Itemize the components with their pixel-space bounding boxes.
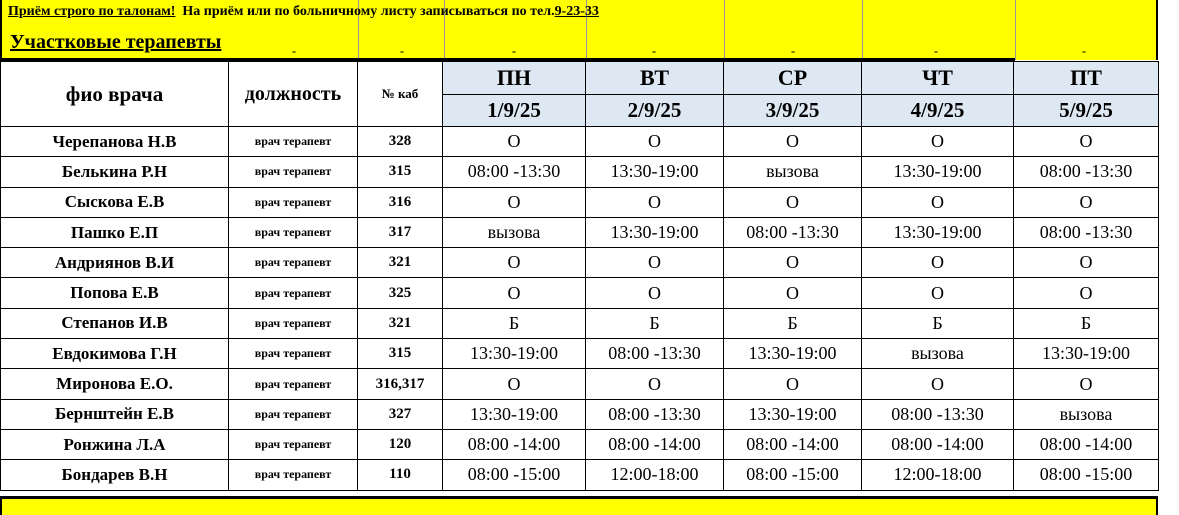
doctor-room: 327 xyxy=(358,399,443,429)
schedule-cell-fri: 08:00 -14:00 xyxy=(1014,429,1159,459)
doctor-room: 321 xyxy=(358,248,443,278)
section-banner: Участковые терапевты - - - - - - - xyxy=(0,30,1158,60)
table-row xyxy=(1,278,1159,308)
schedule-cell-wed: О xyxy=(724,369,862,399)
schedule-cell-thu: 08:00 -14:00 xyxy=(862,429,1014,459)
table-row xyxy=(1,187,1159,217)
header-day-thu: ЧТ xyxy=(862,62,1014,95)
table-row xyxy=(1,308,1159,338)
schedule-cell-fri: 08:00 -13:30 xyxy=(1014,157,1159,187)
notice-text xyxy=(8,4,599,20)
schedule-cell-thu: Б xyxy=(862,308,1014,338)
schedule-cell-mon: 08:00 -14:00 xyxy=(443,429,586,459)
schedule-cell-thu: 12:00-18:00 xyxy=(862,460,1014,490)
doctor-room: 316 xyxy=(358,187,443,217)
schedule-cell-mon: 08:00 -15:00 xyxy=(443,460,586,490)
schedule-cell-mon: О xyxy=(443,187,586,217)
section-title: Участковые терапевты xyxy=(10,31,222,53)
schedule-cell-mon: О xyxy=(443,127,586,157)
schedule-cell-thu: О xyxy=(862,369,1014,399)
header-room: № каб xyxy=(358,62,443,127)
table-row xyxy=(1,248,1159,278)
doctor-position: врач терапевт xyxy=(229,217,358,247)
doctor-name: Андриянов В.И xyxy=(1,248,229,278)
schedule-cell-wed: 13:30-19:00 xyxy=(724,339,862,369)
notice-banner xyxy=(0,0,1158,30)
table-row xyxy=(1,460,1159,490)
schedule-cell-tue: О xyxy=(586,127,724,157)
schedule-cell-tue: О xyxy=(586,187,724,217)
schedule-cell-tue: О xyxy=(586,369,724,399)
schedule-cell-tue: 13:30-19:00 xyxy=(586,217,724,247)
schedule-cell-fri: вызова xyxy=(1014,399,1159,429)
doctor-name: Евдокимова Г.Н xyxy=(1,339,229,369)
doctor-position: врач терапевт xyxy=(229,248,358,278)
schedule-cell-fri: О xyxy=(1014,187,1159,217)
doctor-position: врач терапевт xyxy=(229,369,358,399)
schedule-cell-mon: 08:00 -13:30 xyxy=(443,157,586,187)
schedule-cell-thu: О xyxy=(862,278,1014,308)
header-date-mon: 1/9/25 xyxy=(443,94,586,127)
footer-banner xyxy=(0,496,1158,515)
table-row xyxy=(1,429,1159,459)
doctor-name: Пашко Е.П xyxy=(1,217,229,247)
schedule-cell-fri: 08:00 -13:30 xyxy=(1014,217,1159,247)
schedule-cell-tue: 08:00 -13:30 xyxy=(586,339,724,369)
header-day-mon: ПН xyxy=(443,62,586,95)
doctor-name: Белькина Р.Н xyxy=(1,157,229,187)
schedule-cell-fri: 08:00 -15:00 xyxy=(1014,460,1159,490)
schedule-cell-mon: вызова xyxy=(443,217,586,247)
schedule-cell-tue: 08:00 -14:00 xyxy=(586,429,724,459)
doctor-room: 315 xyxy=(358,339,443,369)
schedule-cell-wed: О xyxy=(724,187,862,217)
table-row xyxy=(1,217,1159,247)
schedule-cell-wed: 08:00 -15:00 xyxy=(724,460,862,490)
doctor-room: 317 xyxy=(358,217,443,247)
doctor-position: врач терапевт xyxy=(229,339,358,369)
schedule-cell-fri: 13:30-19:00 xyxy=(1014,339,1159,369)
notice-phone: 9-23-33 xyxy=(554,4,599,19)
table-row xyxy=(1,399,1159,429)
doctor-room: 120 xyxy=(358,429,443,459)
schedule-cell-wed: 08:00 -13:30 xyxy=(724,217,862,247)
doctor-name: Ронжина Л.А xyxy=(1,429,229,459)
header-day-wed: СР xyxy=(724,62,862,95)
doctor-room: 316,317 xyxy=(358,369,443,399)
doctor-room: 325 xyxy=(358,278,443,308)
schedule-cell-tue: 13:30-19:00 xyxy=(586,157,724,187)
doctor-position: врач терапевт xyxy=(229,429,358,459)
schedule-cell-wed: 13:30-19:00 xyxy=(724,399,862,429)
doctor-room: 328 xyxy=(358,127,443,157)
header-day-tue: ВТ xyxy=(586,62,724,95)
schedule-cell-tue: 12:00-18:00 xyxy=(586,460,724,490)
schedule-cell-wed: О xyxy=(724,127,862,157)
schedule-cell-thu: О xyxy=(862,248,1014,278)
header-position: должность xyxy=(229,62,358,127)
doctor-position: врач терапевт xyxy=(229,127,358,157)
table-row xyxy=(1,369,1159,399)
header-date-fri: 5/9/25 xyxy=(1014,94,1159,127)
doctor-position: врач терапевт xyxy=(229,399,358,429)
notice-appointment-text: На приём или по больничному листу записываться по тел. xyxy=(182,4,555,19)
doctor-room: 315 xyxy=(358,157,443,187)
schedule-cell-mon: О xyxy=(443,369,586,399)
schedule-cell-wed: вызова xyxy=(724,157,862,187)
schedule-cell-fri: Б xyxy=(1014,308,1159,338)
table-row xyxy=(1,339,1159,369)
schedule-cell-wed: Б xyxy=(724,308,862,338)
schedule-cell-mon: 13:30-19:00 xyxy=(443,339,586,369)
schedule-cell-thu: 13:30-19:00 xyxy=(862,217,1014,247)
doctor-position: врач терапевт xyxy=(229,157,358,187)
schedule-cell-tue: 08:00 -13:30 xyxy=(586,399,724,429)
header-day-fri: ПТ xyxy=(1014,62,1159,95)
doctor-name: Бондарев В.Н xyxy=(1,460,229,490)
doctor-name: Степанов И.В xyxy=(1,308,229,338)
doctor-position: врач терапевт xyxy=(229,308,358,338)
table-row xyxy=(1,157,1159,187)
doctor-name: Бернштейн Е.В xyxy=(1,399,229,429)
doctor-position: врач терапевт xyxy=(229,460,358,490)
header-date-tue: 2/9/25 xyxy=(586,94,724,127)
doctor-position: врач терапевт xyxy=(229,278,358,308)
header-doctor-name: фио врача xyxy=(1,62,229,127)
doctor-name: Попова Е.В xyxy=(1,278,229,308)
schedule-cell-tue: О xyxy=(586,278,724,308)
schedule-cell-thu: 13:30-19:00 xyxy=(862,157,1014,187)
doctor-schedule-table xyxy=(0,61,1159,491)
schedule-cell-mon: О xyxy=(443,278,586,308)
schedule-cell-wed: 08:00 -14:00 xyxy=(724,429,862,459)
schedule-cell-mon: 13:30-19:00 xyxy=(443,399,586,429)
schedule-cell-thu: О xyxy=(862,187,1014,217)
doctor-room: 110 xyxy=(358,460,443,490)
schedule-cell-thu: 08:00 -13:30 xyxy=(862,399,1014,429)
doctor-room: 321 xyxy=(358,308,443,338)
schedule-cell-tue: Б xyxy=(586,308,724,338)
notice-strict-tickets: Приём строго по талонам! xyxy=(8,4,176,19)
doctor-position: врач терапевт xyxy=(229,187,358,217)
doctor-name: Черепанова Н.В xyxy=(1,127,229,157)
schedule-cell-wed: О xyxy=(724,248,862,278)
doctor-name: Миронова Е.О. xyxy=(1,369,229,399)
schedule-cell-mon: Б xyxy=(443,308,586,338)
header-date-wed: 3/9/25 xyxy=(724,94,862,127)
schedule-cell-thu: О xyxy=(862,127,1014,157)
schedule-cell-fri: О xyxy=(1014,248,1159,278)
header-date-thu: 4/9/25 xyxy=(862,94,1014,127)
schedule-cell-thu: вызова xyxy=(862,339,1014,369)
schedule-cell-mon: О xyxy=(443,248,586,278)
doctor-name: Сыскова Е.В xyxy=(1,187,229,217)
schedule-cell-fri: О xyxy=(1014,369,1159,399)
schedule-cell-fri: О xyxy=(1014,278,1159,308)
schedule-cell-fri: О xyxy=(1014,127,1159,157)
schedule-cell-tue: О xyxy=(586,248,724,278)
table-row xyxy=(1,127,1159,157)
schedule-cell-wed: О xyxy=(724,278,862,308)
